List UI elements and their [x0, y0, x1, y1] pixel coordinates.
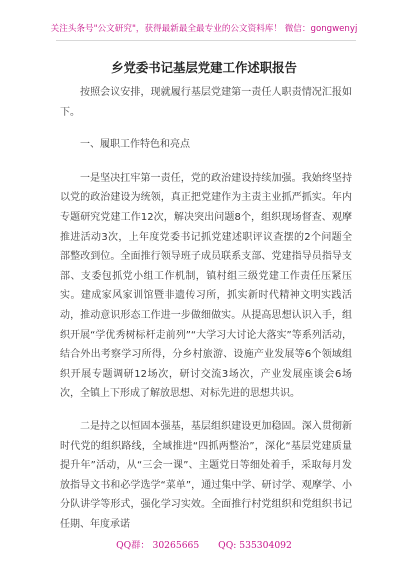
- qq-label: QQ: 535304092: [218, 540, 292, 551]
- qq-group-label: QQ群： 30265665: [116, 540, 200, 551]
- document-body: [60, 83, 352, 534]
- section-heading: 一、履职工作特色和亮点: [80, 139, 190, 151]
- body-paragraph: 一是坚决扛牢第一责任，党的政治建设持续加强。我始终坚持以党的政治建设为统领，真正把党建作为主责主业抓严抓实。年内专题研究党建工作12次，解决突出问题8个，组织现场督查、观摩推进活动3次，上年度党委书记抓党建述职评议查摆的2个问题全部整改到位。全面推行领导班子成员联系支部、党建指导员指导支部、支委包抓党小组工作机制，镇村组三级党建工作责任压紧压实。建成家风家训馆暨非遗传习所，抓实新时代精神文明实践活动，推动意识形态工作进一步做细做实。从提高思想认识入手，组织开展“学优秀树标杆走前列”“大学习大讨论大落实”等系列活动，结合外出考察学习所得，分乡村旅游、设施产业发展等6个领域组织开展专题调研12场次，研讨交流3场次，产业发展座谈会6场次，全镇上下形成了解放思想、对标先进的思想共识。: [60, 172, 352, 400]
- intro-paragraph: 按照会议安排，现就履行基层党建第一责任人职责情况汇报如下。: [60, 87, 352, 118]
- header-divider: [56, 40, 356, 41]
- body-paragraph: 二是持之以恒固本强基，基层组织建设更加稳固。深入贯彻新时代党的组织路线，全域推进“四抓两整治”，深化“基层党建质量提升年”活动，从“三会一课”、主题党日等细处着手，采取每月发放指导文书和必学选学“菜单”，通过集中学、研讨学、观摩学、小分队讲学等形式，强化学习实效。全面推行村党组织和党组织书记任期、年度承诺: [60, 420, 352, 530]
- document-title: 乡党委书记基层党建工作述职报告: [111, 60, 297, 75]
- header-banner: 关注头条号"公文研究"，获得最新最全最专业的公文资料库！ 微信：gongwenyj: [50, 24, 358, 34]
- footer-contacts: [0, 537, 408, 551]
